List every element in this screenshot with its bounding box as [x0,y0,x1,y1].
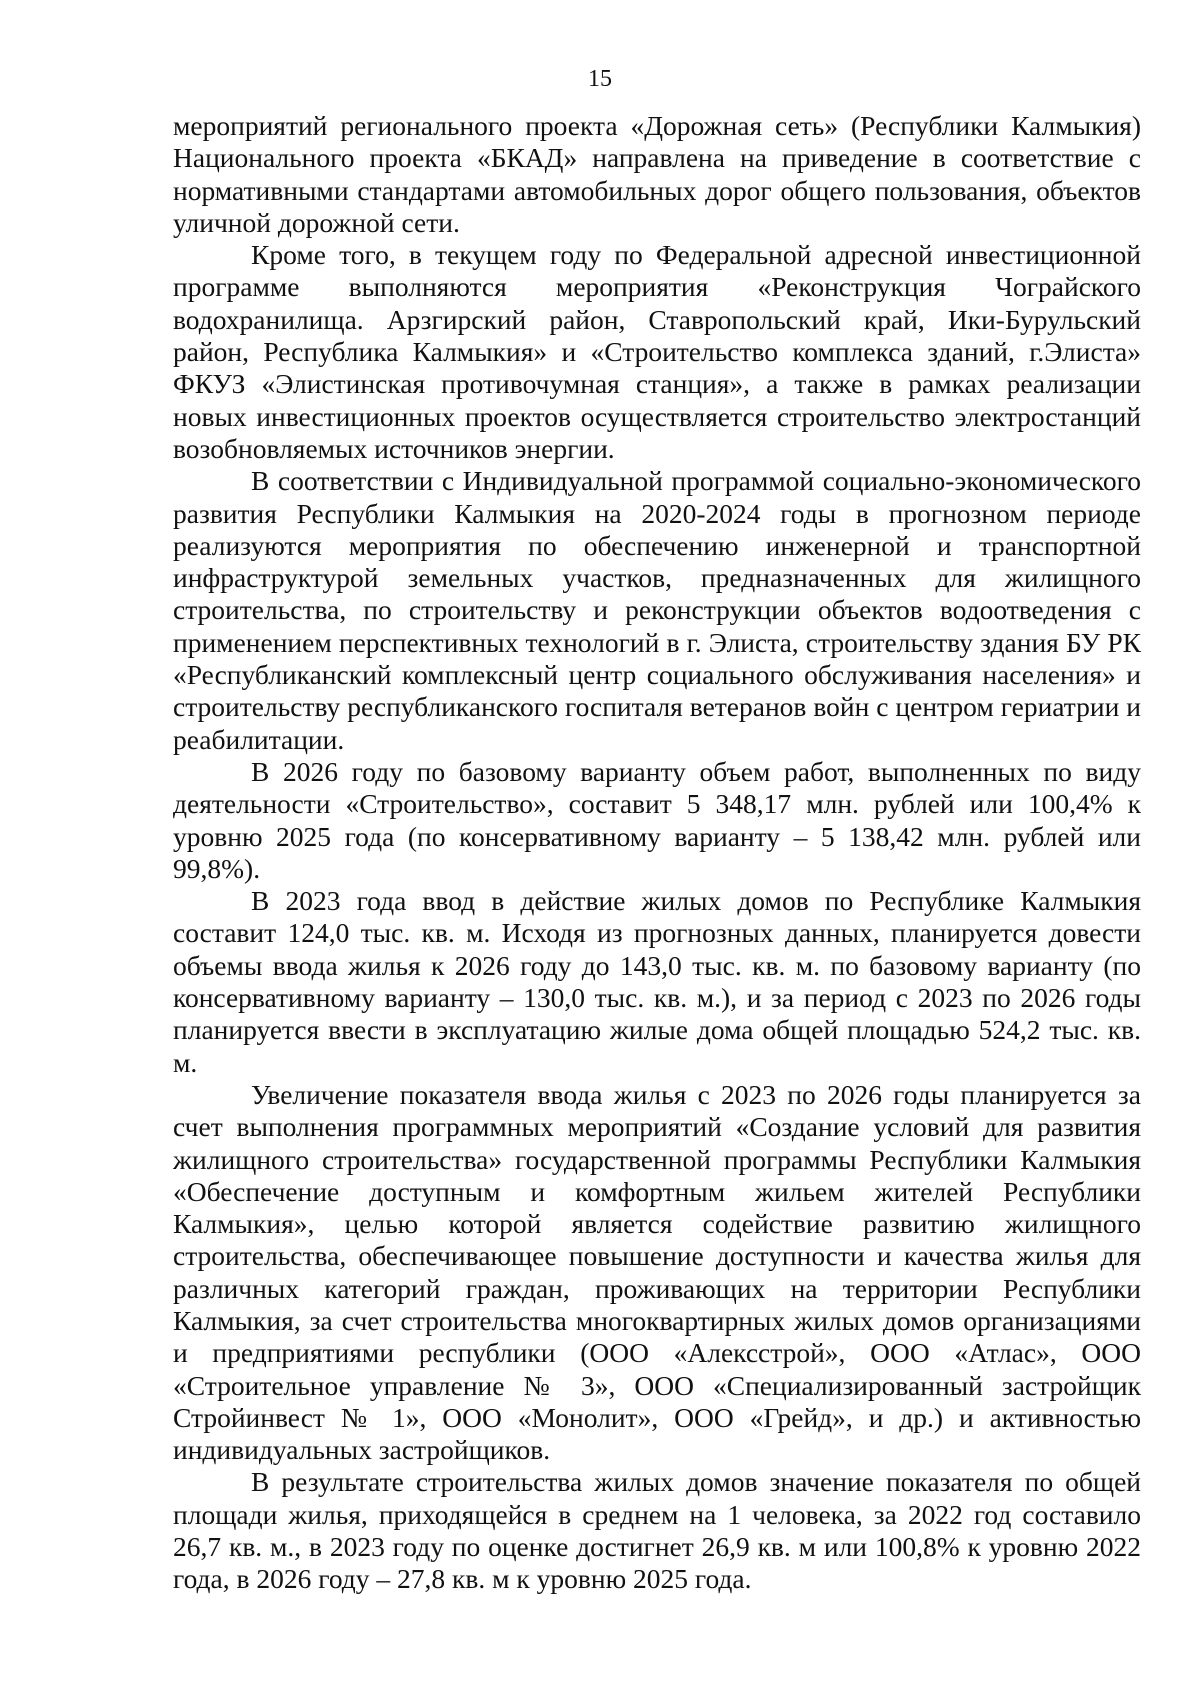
document-body [173,110,1141,1596]
paragraph-road-network: мероприятий регионального проекта «Дорожная сеть» (Республики Калмыкия) Национального проекта «БКАД» направлена на приведение в соответствие с нормативными стандартами автомобильных дорог общего пользования, объектов уличной дорожной сети. [173,110,1141,238]
page-number: 15 [588,66,612,92]
paragraph-housing-commissioning: В 2023 года ввод в действие жилых домов по Республике Калмыкия составит 124,0 тыс. кв. м. Исходя из прогнозных данных, планируется довести объемы ввода жилья к 2026 году до 143,0 тыс. кв. м. по базовому варианту (по консервативному варианту – 130,0 тыс. кв. м.), и за период с 2023 по 2026 годы планируется ввести в эксплуатацию жилые дома общей площадью 524,2 тыс. кв. м. [173,885,1141,1078]
paragraph-housing-growth: Увеличение показателя ввода жилья с 2023 по 2026 годы планируется за счет выполнения программных мероприятий «Создание условий для развития жилищного строительства» государственной программы Республики Калмыкия «Обеспечение доступным и комфортным жильем жителей Республики Калмыкия», целью которой является содействие развитию жилищного строительства, обеспечивающее повышение доступности и качества жилья для различных категорий граждан, проживающих на территории Республики Калмыкия, за счет строительства многоквартирных жилых домов организациями и предприятиями республики (ООО «Алексстрой», ООО «Атлас», ООО «Строительное управление № 3», ООО «Специализированный застройщик Стройинвест № 1», ООО «Монолит», ООО «Грейд», и др.) и активностью индивидуальных застройщиков. [173,1078,1141,1466]
paragraph-living-area-per-person: В результате строительства жилых домов значение показателя по общей площади жилья, приходящейся в среднем на 1 человека, за 2022 год составило 26,7 кв. м., в 2023 году по оценке достигнет 26,9 кв. м или 100,8% к уровню 2022 года, в 2026 году – 27,8 кв. м к уровню 2025 года. [173,1466,1141,1595]
paragraph-individual-program: В соответствии с Индивидуальной программой социально-экономического развития Республики Калмыкия на 2020-2024 годы в прогнозном периоде реализуются мероприятия по обеспечению инженерной и транспортной инфраструктурой земельных участков, предназначенных для жилищного строительства, по строительству и реконструкции объектов водоотведения с применением перспективных технологий в г. Элиста, строительству здания БУ РК «Республиканский комплексный центр социального обслуживания населения» и строительству республиканского госпиталя ветеранов войн с центром гериатрии и реабилитации. [173,465,1141,755]
paragraph-federal-investment-program: Кроме того, в текущем году по Федеральной адресной инвестиционной программе выполняются мероприятия «Реконструкция Чограйского водохранилища. Арзгирский район, Ставропольский край, Ики-Бурульский район, Республика Калмыкия» и «Строительство комплекса зданий, г.Элиста» ФКУЗ «Элистинская противочумная станция», а также в рамках реализации новых инвестиционных проектов осуществляется строительство электростанций возобновляемых источников энергии. [173,239,1141,464]
paragraph-construction-volume: В 2026 году по базовому варианту объем работ, выполненных по виду деятельности «Строительство», составит 5 348,17 млн. рублей или 100,4% к уровню 2025 года (по консервативному варианту – 5 138,42 млн. рублей или 99,8%). [173,755,1141,884]
